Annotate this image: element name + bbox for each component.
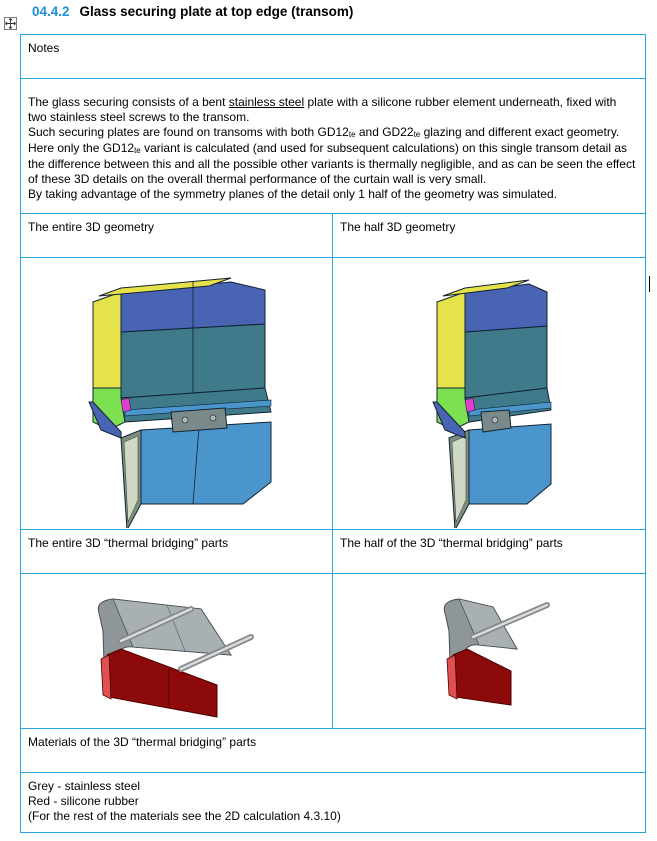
table-move-handle-icon[interactable] (4, 17, 17, 30)
entire-bridging-image (21, 575, 331, 727)
notes-paragraph-2: Such securing plates are found on transoms with both $GD12_{te}$ and $GD22_{te}$ glazing and different exact geometry. Here only the $GD12_{te}$ variant is calculated (and used for subsequent calculations) on this single transom detail as the difference between this and all the possible other variants is thermally negligible, and as can be seen the effect of these 3D details on the overall thermal performance of the curtain wall is very small. (28, 125, 636, 186)
notes-paragraph-1: The glass securing consists of a bent stainless steel plate with a silicone rubber element underneath, fixed with two stainless steel screws to the transom. (28, 95, 617, 124)
materials-label-cell (21, 729, 646, 773)
entire-geometry-image (21, 260, 331, 528)
stainless-steel-link[interactable]: stainless steel (228, 95, 305, 109)
caption-entire-geometry: The entire 3D geometry (28, 220, 155, 234)
caption-half-bridging-cell (333, 530, 646, 574)
entire-bridging-image-cell (21, 574, 333, 729)
caption-half-bridging: The half of the 3D “thermal bridging” parts (340, 536, 563, 550)
materials-item: Red - silicone rubber (28, 794, 139, 808)
caption-half-geometry-cell (333, 214, 646, 258)
notes-label: Notes (28, 41, 60, 55)
caption-entire-bridging-cell (21, 530, 333, 574)
caption-entire-geometry-cell (21, 214, 333, 258)
notes-label-cell (21, 35, 646, 79)
half-bridging-image (333, 575, 643, 727)
entire-geometry-image-cell (21, 258, 333, 530)
section-title: Glass securing plate at top edge (transom) (79, 4, 354, 19)
content-table (20, 34, 646, 833)
materials-item: Grey - stainless steel (28, 779, 141, 793)
section-heading (32, 4, 353, 19)
materials-list-cell (21, 773, 646, 833)
materials-label: Materials of the 3D “thermal bridging” parts (28, 735, 257, 749)
half-geometry-image (333, 260, 643, 528)
text-cursor (649, 276, 650, 292)
notes-text-cell (21, 79, 646, 214)
materials-note: (For the rest of the materials see the 2D calculation 4.3.10) (28, 809, 341, 823)
notes-paragraph-3: By taking advantage of the symmetry planes of the detail only 1 half of the geometry was simulated. (28, 187, 557, 201)
section-number: 04.4.2 (32, 4, 70, 19)
half-geometry-image-cell (333, 258, 646, 530)
half-bridging-image-cell (333, 574, 646, 729)
caption-entire-bridging: The entire 3D “thermal bridging” parts (28, 536, 229, 550)
caption-half-geometry: The half 3D geometry (340, 220, 456, 234)
